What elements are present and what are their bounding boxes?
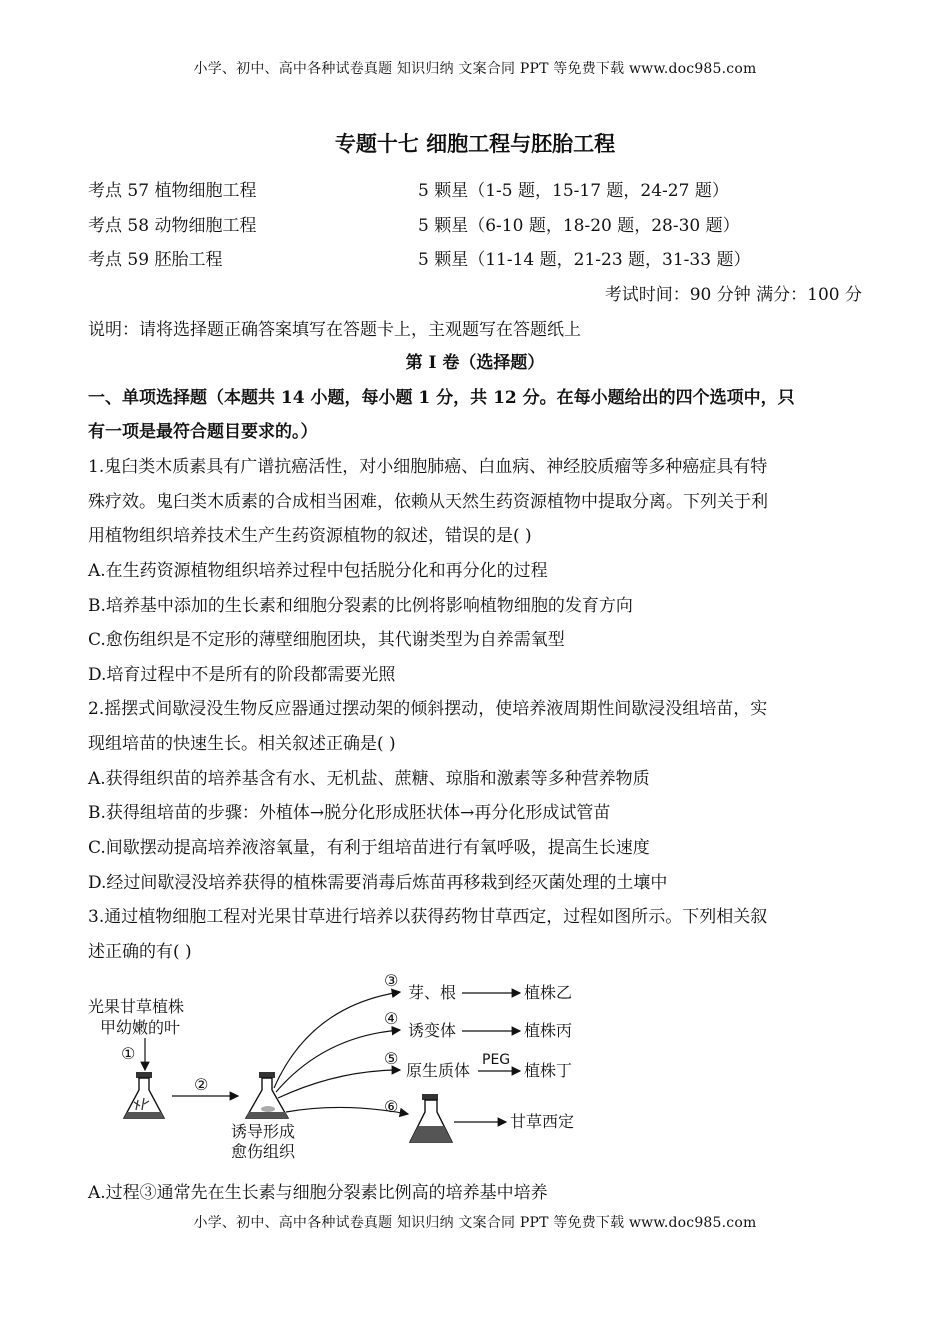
option-c: C.愈伤组织是不定形的薄壁细胞团块，其代谢类型为自养需氧型 <box>88 630 565 650</box>
source-label: 甲幼嫩的叶 <box>100 1018 181 1037</box>
result-label: 植株乙 <box>524 983 573 1002</box>
branch-arrow <box>276 1030 400 1092</box>
question-stem: 3.通过植物细胞工程对光果甘草进行培养以获得药物甘草西定，过程如图所示。下列相关叙 <box>88 907 768 927</box>
section-heading: 一、单项选择题（本题共 14 小题，每小题 1 分，共 12 分。在每小题给出的四个选项中，只 <box>88 388 795 408</box>
question-stem: 1.鬼臼类木质素具有广谱抗癌活性，对小细胞肺癌、白血病、神经胶质瘤等多种癌症具有特 <box>88 457 768 477</box>
option-a: A.在生药资源植物组织培养过程中包括脱分化和再分化的过程 <box>88 561 548 581</box>
topic-rating: 5 颗星（6-10 题，18-20 题，28-30 题） <box>418 216 740 236</box>
topic-rating: 5 颗星（11-14 题，21-23 题，31-33 题） <box>418 250 751 270</box>
branch-label: 芽、根 <box>408 983 457 1002</box>
instruction: 说明：请将选择题正确答案填写在答题卡上，主观题写在答题纸上 <box>88 320 581 340</box>
flask-icon <box>246 1072 288 1118</box>
question-stem: 现组培苗的快速生长。相关叙述正确是( ) <box>88 734 396 754</box>
callus-label: 诱导形成 <box>231 1122 296 1141</box>
step-number: ⑤ <box>384 1049 399 1068</box>
branch-arrow <box>278 1070 400 1098</box>
option-d: D.培育过程中不是所有的阶段都需要光照 <box>88 665 396 685</box>
flask-icon <box>410 1094 452 1142</box>
topic-name: 考点 58 动物细胞工程 <box>88 216 257 236</box>
step-number: ① <box>121 1044 136 1063</box>
topic-name: 考点 59 胚胎工程 <box>88 250 223 270</box>
option-a: A.获得组织苗的培养基含有水、无机盐、蔗糖、琼脂和激素等多种营养物质 <box>88 769 650 789</box>
step-number: ③ <box>384 971 399 990</box>
flask-icon <box>124 1072 164 1118</box>
option-c: C.间歇摆动提高培养液溶氧量，有利于组培苗进行有氧呼吸，提高生长速度 <box>88 838 650 858</box>
step-number: ④ <box>384 1009 399 1028</box>
page-title: 专题十七 细胞工程与胚胎工程 <box>334 132 616 156</box>
topic-name: 考点 57 植物细胞工程 <box>88 181 257 201</box>
result-label: 植株丙 <box>524 1021 573 1040</box>
page-footer: 小学、初中、高中各种试卷真题 知识归纳 文案合同 PPT 等免费下载 www.doc985.com <box>193 1215 757 1231</box>
branch-label: 原生质体 <box>406 1061 471 1080</box>
exam-info: 考试时间：90 分钟 满分：100 分 <box>604 285 862 305</box>
section-heading-cont: 有一项是最符合题目要求的。） <box>88 422 318 442</box>
option-d: D.经过间歇浸没培养获得的植株需要消毒后炼苗再移栽到经灭菌处理的土壤中 <box>88 873 668 893</box>
volume-title: 第 I 卷（选择题） <box>405 353 545 373</box>
topic-rating: 5 颗星（1-5 题，15-17 题，24-27 题） <box>418 181 729 201</box>
source-label: 光果甘草植株 <box>88 997 185 1016</box>
question-stem: 述正确的有( ) <box>88 942 192 962</box>
step-number: ② <box>194 1075 209 1094</box>
question-stem: 2.摇摆式间歇浸没生物反应器通过摆动架的倾斜摆动，使培养液周期性间歇浸没组培苗，实 <box>88 699 768 719</box>
arrow-label: PEG <box>482 1052 511 1068</box>
question-stem: 用植物组织培养技术生产生药资源植物的叙述，错误的是( ) <box>88 526 532 546</box>
result-label: 植株丁 <box>524 1061 573 1080</box>
page-header: 小学、初中、高中各种试卷真题 知识归纳 文案合同 PPT 等免费下载 www.doc985.com <box>193 61 757 77</box>
result-label: 甘草西定 <box>510 1112 575 1131</box>
step-number: ⑥ <box>384 1097 399 1116</box>
option-b: B.获得组培苗的步骤：外植体→脱分化形成胚状体→再分化形成试管苗 <box>88 803 611 823</box>
callus-label: 愈伤组织 <box>231 1142 296 1161</box>
process-diagram <box>88 966 588 1166</box>
option-a: A.过程③通常先在生长素与细胞分裂素比例高的培养基中培养 <box>88 1183 548 1203</box>
question-stem: 殊疗效。鬼臼类木质素的合成相当困难，依赖从天然生药资源植物中提取分离。下列关于利 <box>88 492 768 512</box>
option-b: B.培养基中添加的生长素和细胞分裂素的比例将影响植物细胞的发育方向 <box>88 596 633 616</box>
branch-arrow <box>274 992 400 1088</box>
branch-label: 诱变体 <box>408 1021 457 1040</box>
